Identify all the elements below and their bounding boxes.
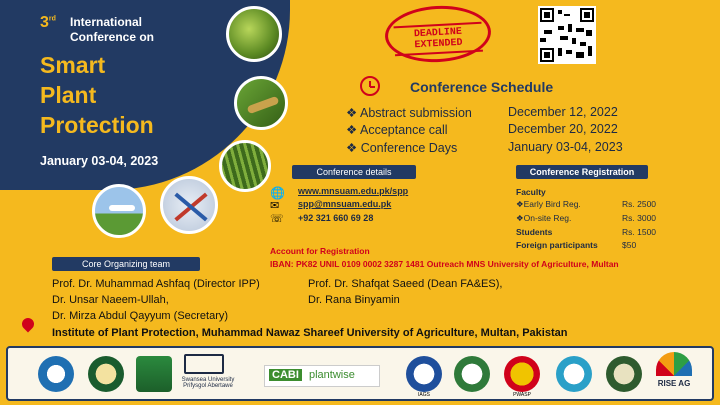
pwasp-label: PWASP [513, 392, 531, 398]
leaf-photo [226, 6, 282, 62]
agri-society-logo [606, 356, 642, 392]
rise-ag-logo [656, 352, 692, 376]
mail-icon: ✉ [270, 200, 280, 212]
rise-ag-label: RISE AG [657, 379, 691, 388]
dna-photo [160, 176, 218, 234]
schedule-title: Conference Schedule [410, 79, 554, 95]
iags-logo [406, 356, 442, 392]
venue: Institute of Plant Protection, Muhammad Nawaz Shareef University of Agriculture, Multan, Pakistan [52, 327, 568, 339]
iban: IBAN: PK82 UNIL 0109 0002 3287 1481 Outreach MNS University of Agriculture, Multan [270, 259, 619, 269]
swansea-crest-icon [184, 354, 224, 374]
schedule-row: ❖ Conference Days [346, 141, 458, 155]
registration-label: Conference Registration [516, 165, 648, 179]
onsite-fee: Rs. 3000 [622, 213, 657, 223]
location-pin-icon [20, 316, 37, 333]
early-bird-label: ❖Early Bird Reg. [516, 199, 581, 209]
govt-emblem-icon [136, 356, 172, 392]
foreign-fee: $50 [622, 240, 637, 250]
partner-logos [6, 346, 714, 401]
pakistan-society-logo [454, 356, 490, 392]
phone-icon: ☏ [270, 213, 284, 225]
students-fee: Rs. 1500 [622, 227, 657, 237]
schedule-date: December 20, 2022 [508, 122, 618, 136]
email-link[interactable]: spp@mnsuam.edu.pk [298, 199, 392, 209]
qr-code[interactable] [538, 6, 596, 64]
schedule-date: December 12, 2022 [508, 105, 618, 119]
students-label: Students [516, 227, 553, 237]
globe-logo-icon [556, 356, 592, 392]
swansea-logo: Swansea University Prifysgol Abertawe [181, 377, 235, 389]
details-label: Conference details [292, 165, 416, 179]
website-link[interactable]: www.mnsuam.edu.pk/spp [298, 186, 409, 196]
clock-icon [360, 76, 380, 96]
early-bird-fee: Rs. 2500 [622, 199, 657, 209]
team-label: Core Organizing team [52, 257, 200, 271]
pwasp-logo [504, 356, 540, 392]
team-member: Dr. Mirza Abdul Qayyum (Secretary) [52, 310, 229, 322]
team-member: Dr. Rana Binyamin [308, 294, 400, 306]
team-member: Prof. Dr. Muhammad Ashfaq (Director IPP) [52, 278, 260, 290]
conference-ordinal: 3rd [40, 14, 56, 31]
globe-icon: 🌐 [270, 186, 285, 200]
logo-circle-icon [38, 356, 74, 392]
conference-title: Smart Plant Protection [40, 52, 154, 138]
conference-subtitle: International Conference on [70, 15, 155, 44]
cabi-logo: CABI plantwise [264, 365, 380, 387]
conference-dates: January 03-04, 2023 [40, 154, 159, 168]
schedule-row: ❖ Acceptance call [346, 123, 448, 137]
crop-photo [219, 140, 271, 192]
phone-number: +92 321 660 69 28 [298, 213, 374, 223]
schedule-row: ❖ Abstract submission [346, 106, 472, 120]
team-member: Prof. Dr. Shafqat Saeed (Dean FA&ES), [308, 278, 503, 290]
foreign-label: Foreign participants [516, 240, 598, 250]
university-seal-icon [88, 356, 124, 392]
schedule-date: January 03-04, 2023 [508, 140, 623, 154]
drone-photo [92, 184, 146, 238]
deadline-stamp: DEADLINE EXTENDED [384, 3, 493, 64]
faculty-label: Faculty [516, 187, 546, 197]
iags-label: IAGS [418, 392, 430, 398]
team-member: Dr. Unsar Naeem-Ullah, [52, 294, 169, 306]
account-label: Account for Registration [270, 246, 370, 256]
onsite-label: ❖On-site Reg. [516, 213, 572, 223]
caterpillar-photo [234, 76, 288, 130]
